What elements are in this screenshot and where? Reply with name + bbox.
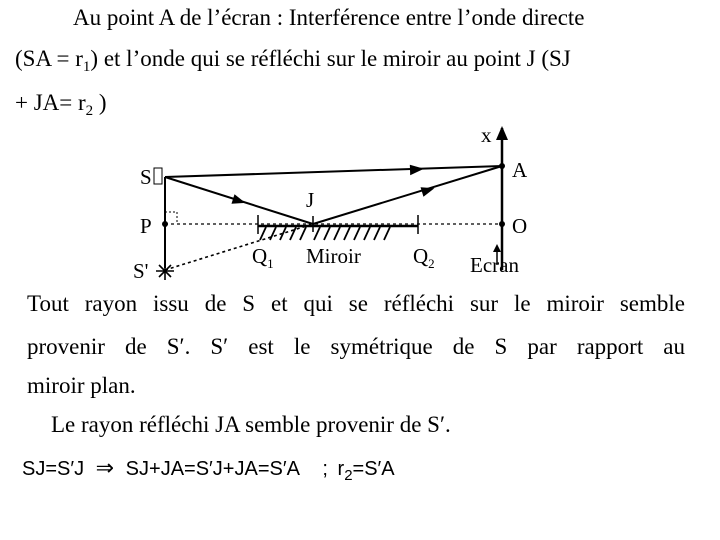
equation bbox=[22, 455, 395, 484]
label-S: S bbox=[140, 165, 152, 189]
intro-line-3-part-a: + JA= r bbox=[15, 90, 86, 115]
equation-r-subscript: 2 bbox=[344, 467, 353, 484]
label-Q2-subscript: 2 bbox=[428, 256, 435, 271]
virtual-ray-SprimeJ bbox=[165, 224, 313, 270]
ecran-pointer-arrowhead bbox=[493, 244, 501, 252]
equation-r: r bbox=[337, 458, 345, 480]
intro-line-2-part-b: ) et l’onde qui se réfléchi sur le miroir au point J (SJ bbox=[90, 46, 571, 71]
incident-ray-arrowhead bbox=[231, 194, 246, 207]
direct-ray-SA bbox=[165, 166, 502, 177]
body-line-4: Le rayon réfléchi JA semble provenir de S′. bbox=[51, 412, 451, 437]
equation-part-2: SJ+JA=S′J+JA=S′A bbox=[125, 458, 299, 480]
body-line-3: miroir plan. bbox=[27, 373, 136, 398]
body-line-1: Tout rayon issu de S et qui se réfléchi sur le miroir semble bbox=[27, 291, 685, 316]
implies-symbol: ⇒ bbox=[95, 455, 115, 480]
source-marker-box bbox=[154, 168, 162, 184]
label-ecran: Ecran bbox=[470, 253, 519, 277]
label-Q1-subscript: 1 bbox=[267, 256, 274, 271]
label-Q1 bbox=[252, 244, 274, 271]
label-Q2-letter: Q bbox=[413, 244, 429, 268]
equation-part-1: SJ=S′J bbox=[22, 458, 85, 480]
intro-line-3-part-b: ) bbox=[93, 90, 107, 115]
label-A: A bbox=[512, 158, 528, 182]
label-miroir: Miroir bbox=[306, 244, 361, 268]
label-S-prime: S' bbox=[133, 259, 149, 283]
equation-separator: ; bbox=[322, 458, 328, 480]
image-source-star bbox=[156, 262, 174, 280]
body-line-2: provenir de S′. S′ est le symétrique de S par rapport au bbox=[27, 334, 685, 359]
label-Q1-letter: Q bbox=[252, 244, 268, 268]
r2-subscript: 2 bbox=[85, 103, 94, 119]
intro-line-2-part-a: (SA = r bbox=[15, 46, 83, 71]
intro-line-1: Au point A de l’écran : Interférence entre l’onde directe bbox=[73, 5, 585, 30]
r1-subscript: 1 bbox=[82, 59, 91, 75]
equation-part-3: =S′A bbox=[352, 458, 395, 480]
label-Q2 bbox=[413, 244, 435, 271]
reflected-ray-arrowhead bbox=[421, 183, 436, 196]
mirror-hatching bbox=[260, 227, 390, 240]
direct-ray-arrowhead bbox=[410, 164, 424, 175]
label-J: J bbox=[306, 188, 315, 212]
label-x: x bbox=[481, 123, 492, 147]
reflected-ray-JA bbox=[313, 166, 502, 224]
x-axis-arrowhead bbox=[496, 126, 508, 140]
label-P: P bbox=[140, 214, 152, 238]
label-O: O bbox=[512, 214, 528, 238]
